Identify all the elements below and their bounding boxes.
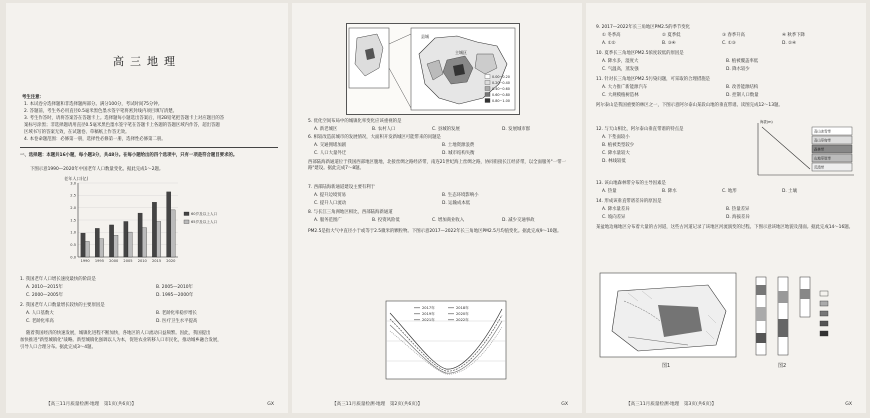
exam-page-1 [6, 3, 288, 413]
q9-item: ② 夏季低 [662, 33, 681, 38]
legend-label: 60岁及以上人口 [191, 212, 218, 216]
q7-option-c: C. 提升人口流动 [314, 201, 347, 206]
q9-choice-d: D. ②④ [782, 41, 797, 46]
paragraph-line: 随着我国经济的快速发展，城镇化进程不断加快，各地区的人口流动日益频繁。因此，我国提出 [26, 331, 211, 336]
paragraph: PM2.5是指大气中直径小于或等于2.5微米的颗粒物。下图示意2017—2022年长三角地区PM2.5月均值变化。据此完成9～10题。 [308, 229, 562, 234]
x-tick-label: 2015 [151, 259, 162, 263]
strata-columns-figure-2 [748, 271, 858, 371]
legend-label: 2019年 [422, 312, 435, 316]
q12-option-c: C. 降水量较大 [602, 151, 630, 156]
bar-65岁及以上人口 [157, 221, 161, 257]
y-tick-label: 0.5 [70, 243, 76, 248]
q1-option-b: B. 2005—2010年 [156, 285, 193, 290]
q5-option-d: D. 发展城市群 [502, 127, 531, 132]
q13-option-a: A. 热量 [602, 189, 617, 194]
bar-60岁及以上人口 [152, 202, 156, 257]
notice-heading: 考生注意： [22, 95, 44, 100]
section-heading: 一、选择题：本题共16小题，每小题3分，共48分。在每小题给出的四个选项中，只有一项是符合题目要求的。 [20, 153, 238, 158]
q6-option-c: C. 人口大量外迁 [314, 151, 347, 156]
pm25-line-chart [372, 297, 512, 393]
q14-option-b: B. 热量差异 [726, 207, 750, 212]
figure-1-label: 图1 [662, 363, 671, 369]
y-tick-label: 1.5 [70, 218, 76, 223]
bar-60岁及以上人口 [124, 221, 128, 257]
q10-option-b: B. 植被覆盖率低 [726, 59, 759, 64]
q14-option-d: D. 海拔差异 [726, 215, 750, 220]
y-axis-label: 海拔(m) [760, 120, 773, 124]
q14-option-a: A. 降水量差异 [602, 207, 630, 212]
bar-65岁及以上人口 [128, 232, 132, 257]
paragraph: 西部陆海新通道位于我国西部地区腹地，北接丝绸之路经济带，南连21世纪海上丝绸之路，协同衔接长江经济带，以全面服务"一带一路"建设。据此完成7～8题。 [308, 160, 566, 171]
q10-option-d: D. 降水较少 [726, 67, 750, 72]
legend-swatch [184, 220, 189, 224]
legend-label: 0.00~0.20 [492, 75, 510, 79]
q14-option-c: C. 坡向差异 [602, 215, 626, 220]
legend-label: 65岁及以上人口 [191, 220, 218, 224]
bar-65岁及以上人口 [114, 235, 118, 257]
bar-65岁及以上人口 [142, 228, 146, 257]
x-tick-label: 2020 [166, 259, 176, 263]
q11-option-c: C. 大规模植树造林 [602, 93, 639, 98]
q7-option-a: A. 提升边境贸易 [314, 193, 347, 198]
q10-option-a: A. 降水多，湿度大 [602, 59, 639, 64]
question-11: 11. 针对长三角地区PM2.5污染问题，可采取的合理措施是 [596, 77, 711, 82]
y-tick-label: 2.5 [70, 193, 76, 198]
legend-label: 0.60~0.80 [492, 93, 510, 97]
page-title: 高三地理 [113, 55, 181, 68]
q12-option-b: B. 植被类型较少 [602, 143, 635, 148]
bar-65岁及以上人口 [99, 239, 103, 257]
q7-option-d: D. 运输成本低 [442, 201, 471, 206]
bar-65岁及以上人口 [171, 210, 175, 257]
q9-choice-a: A. ①② [602, 41, 616, 46]
q11-option-b: B. 改善能源结构 [726, 85, 759, 90]
legend-label: 0.40~0.60 [492, 87, 510, 91]
notice-line: 2. 答题前，考生务必用直径0.5毫米黑色墨水签字笔将密封线内项目填写清楚。 [24, 109, 178, 114]
q6-option-b: B. 土地资源浪费 [442, 143, 475, 148]
bar-60岁及以上人口 [167, 192, 171, 257]
question-14: 14. 形成该垂直带谱差异的原因是 [596, 199, 662, 204]
question-intro: 下图示意1990—2020年中国老年人口数量变化。据此完成1～2题。 [30, 167, 164, 172]
legend-swatch [184, 212, 189, 216]
q13-option-b: B. 降水 [662, 189, 677, 194]
question-5: 5. 优化空间布局中的城镇化率变化应该重视的是 [308, 119, 402, 124]
question-8: 8. 与长江三角洲地区相比，西部陆海新通道 [308, 210, 393, 215]
basin-map-figure-1 [598, 271, 738, 371]
q11-option-d: D. 控制人口数量 [726, 93, 759, 98]
q13-option-c: C. 地形 [722, 189, 737, 194]
bar-60岁及以上人口 [138, 213, 142, 257]
q12-option-a: A. 下垫面较小 [602, 135, 630, 140]
notice-line: 区域书写的答案无效，在试题卷、草稿纸上作答无效。 [24, 130, 130, 135]
zone-label: 山地草原带 [814, 156, 831, 161]
question-10: 10. 夏季长三角地区PM2.5浓度较低的原因是 [596, 51, 684, 56]
vertical-zonation-diagram [750, 119, 858, 179]
x-tick-label: 2010 [137, 259, 147, 263]
legend-label: 0.80~1.00 [492, 99, 510, 103]
q8-option-a: A. 服务范围广 [314, 218, 342, 223]
paragraph: 阿尔泰山是我国重要的林区之一，下图示意阿尔泰山某段山地的垂直带谱。读图完成12～13题。 [596, 103, 783, 108]
legend-swatch [485, 99, 490, 103]
figure-2-label: 图2 [778, 363, 787, 369]
q6-option-d: D. 城市结构失衡 [442, 151, 475, 156]
divider [20, 147, 278, 148]
q11-option-a: A. 大力推广新能源汽车 [602, 85, 648, 90]
q5-option-c: C. 县城的发展 [432, 127, 460, 132]
question-9: 9. 2017—2022年长三角地区PM2.5的季节变化 [596, 25, 691, 30]
q5-option-a: A. 新老城区 [314, 127, 338, 132]
legend-label: 2018年 [456, 306, 469, 310]
zone-label: 荒漠带 [814, 165, 825, 170]
legend-swatch [485, 81, 490, 85]
question-2: 2. 我国老年人口数量增长较快的主要原因是 [20, 303, 105, 308]
zone-label: 森林带 [814, 147, 825, 152]
notice-line: 3. 考生作答时，请将答案答在答题卡上。选择题每小题选出答案后，用2B铅笔把答题卡上对应题目的答 [24, 116, 225, 121]
q2-option-c: C. 老龄化率高 [26, 319, 54, 324]
bar-60岁及以上人口 [81, 233, 85, 257]
q7-option-b: B. 生态环境影响小 [442, 193, 479, 198]
footer-code: GX [267, 402, 274, 407]
q8-option-c: C. 增加商业收入 [432, 218, 465, 223]
q1-option-a: A. 2010—2015年 [26, 285, 63, 290]
x-tick-label: 1990 [80, 259, 90, 263]
zone-label: 高山草甸带 [814, 138, 831, 143]
q1-option-c: C. 2000—2005年 [26, 293, 63, 298]
exam-page-3 [586, 3, 866, 413]
y-tick-label: 3.0 [70, 181, 76, 186]
page-footer: 【高三11月质量检测·地理 第1页(共6页)】 [46, 402, 137, 407]
q8-option-d: D. 减少交通事故 [502, 218, 535, 223]
notice-line: 案标号涂黑；非选择题请用直径0.5毫米黑色墨水签字笔在答题卡上各题的答题区域内作答，超出答题 [24, 123, 220, 128]
bar-60岁及以上人口 [95, 228, 99, 257]
x-tick-label: 2000 [109, 259, 119, 263]
q13-option-d: D. 土壤 [782, 189, 797, 194]
bar-60岁及以上人口 [109, 225, 113, 257]
page-footer: 【高三11月质量检测·地理 第2页(共6页)】 [332, 402, 423, 407]
legend-label: 2017年 [422, 306, 435, 310]
q8-option-b: B. 投资风险低 [372, 218, 400, 223]
q2-option-b: B. 老龄化率稳步增长 [156, 311, 197, 316]
notice-line: 1. 本试卷分选择题和非选择题两部分。满分100分，考试时间75分钟。 [24, 102, 163, 107]
question-7: 7. 西部陆海新通道建设主要有利于 [308, 185, 376, 190]
q10-option-c: C. 气温高，蒸发强 [602, 67, 639, 72]
q5-option-b: B. 农村人口 [372, 127, 396, 132]
question-6: 6. 相较改造前城市的发展情况，大面积开发新城区可能带来的问题是 [308, 135, 441, 140]
q1-option-d: D. 1995—2000年 [156, 293, 194, 298]
q9-choice-b: B. ③④ [662, 41, 676, 46]
q2-option-a: A. 人口基数大 [26, 311, 54, 316]
paragraph-line: 引导人口合理分布。据此完成3～4题。 [20, 345, 96, 350]
q6-option-a: A. 交通拥堵加剧 [314, 143, 347, 148]
x-tick-label: 1995 [94, 259, 105, 263]
city-map-figure [346, 23, 520, 115]
paragraph: 某盆地边缘地区分布着大量的古河道，这些古河道记录了该地区河流演变的过程。下图示意该地区地貌及剖面。据此完成14～16题。 [596, 225, 854, 230]
q9-item: ③ 春季升高 [722, 33, 745, 38]
q9-item: ④ 秋季下降 [782, 33, 805, 38]
question-13: 13. 该山地森林带分布的主导因素是 [596, 181, 666, 186]
page-footer: 【高三11月质量检测·地理 第3页(共6页)】 [626, 402, 717, 407]
q2-option-d: D. 医疗卫生水平提高 [156, 319, 198, 324]
notice-line: 4. 本卷命题范围：必修第一册，选择性必修第一册，选择性必修第二册。 [24, 137, 166, 142]
legend-label: 0.20~0.40 [492, 81, 510, 85]
y-tick-label: 0.0 [70, 255, 76, 260]
q9-item: ① 冬季高 [602, 33, 621, 38]
city-map [347, 24, 519, 114]
bar-65岁及以上人口 [85, 241, 89, 257]
map-label-downtown: 主城区 [455, 50, 467, 55]
legend-label: 2021年 [422, 318, 435, 322]
legend-label: 2022年 [456, 318, 469, 322]
x-tick-label: 2005 [123, 259, 133, 263]
map-label-county: 县城 [421, 34, 429, 39]
zone-label: 高山冰雪带 [814, 129, 831, 134]
y-axis-label: 老年人口(亿) [64, 176, 89, 181]
question-12: 12. 与天山相比，阿尔泰山垂直带谱的特点是 [596, 127, 684, 132]
q12-option-d: D. 林线较低 [602, 159, 626, 164]
legend-swatch [485, 75, 490, 79]
elderly-population-chart [62, 175, 232, 271]
q9-choice-c: C. ①③ [722, 41, 736, 46]
y-tick-label: 2.0 [70, 206, 76, 211]
y-tick-label: 1.0 [70, 230, 76, 235]
footer-code: GX [561, 402, 568, 407]
question-1: 1. 我国老年人口增长速度最快的阶段是 [20, 277, 96, 282]
legend-swatch [485, 87, 490, 91]
legend-label: 2020年 [456, 312, 469, 316]
exam-page-2 [292, 3, 582, 413]
paragraph-line: 加快推进"新型城镇化"战略。新型城镇化强调以人为本，促进农业转移人口市民化，推动城乡融合发展， [20, 338, 222, 343]
footer-code: GX [845, 402, 852, 407]
legend-swatch [485, 93, 490, 97]
